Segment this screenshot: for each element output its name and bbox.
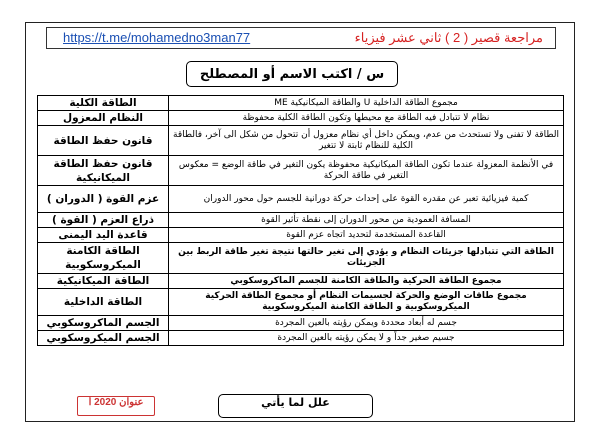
table-row <box>38 111 564 126</box>
definition-cell: القاعدة المستخدمة لتحديد اتجاه عزم القوة <box>169 228 564 243</box>
definition-cell: مجموع الطاقة الحركية والطاقة الكامنة للجسم الماكروسكوبي <box>169 274 564 289</box>
table-row <box>38 96 564 111</box>
definition-cell: الطاقة لا تفنى ولا تستحدث من عدم، ويمكن داخل أي نظام معزول أن تتحول من شكل الى آخر، فالطاقة الكلية للنظام ثابتة لا تتغير <box>169 126 564 156</box>
table-row <box>38 316 564 331</box>
term-cell: قاعدة اليد اليمنى <box>38 228 169 243</box>
question-heading: س / اكتب الاسم أو المصطلح <box>186 61 398 87</box>
definition-cell: الطاقة التي تتبادلها جزيئات النظام و يؤدي إلى تغير حالتها نتيجة تغير طاقة الربط بين الجزيئات <box>169 243 564 274</box>
term-cell: الطاقة الداخلية <box>38 289 169 316</box>
definition-cell: جسم له أبعاد محددة ويمكن رؤيته بالعين المجردة <box>169 316 564 331</box>
table-row <box>38 213 564 228</box>
term-cell: الطاقة الكلية <box>38 96 169 111</box>
definition-cell: مجموع الطاقة الداخلية U والطاقة الميكانيكية ME <box>169 96 564 111</box>
telegram-link[interactable]: https://t.me/mohamedno3man77 <box>63 30 251 45</box>
term-cell: الجسم الميكروسكوبي <box>38 331 169 346</box>
table-row <box>38 243 564 274</box>
term-cell: الطاقة الكامنة الميكروسكوبية <box>38 243 169 274</box>
table-row <box>38 331 564 346</box>
terms-table <box>37 95 564 346</box>
term-cell: ذراع العزم ( القوة ) <box>38 213 169 228</box>
header-bar <box>46 27 556 49</box>
definition-cell: المسافة العمودية من محور الدوران إلى نقطة تأثير القوة <box>169 213 564 228</box>
year-badge: عنوان 2020 أ <box>77 396 155 416</box>
definition-cell: مجموع طاقات الوضع والحركة لجسيمات النظام أو مجموع الطاقة الحركية الميكروسكوبية و الطاقة الكامنة الميكروسكوبية <box>169 289 564 316</box>
definition-cell: نظام لا تتبادل فيه الطاقة مع محيطها وتكون الطاقة الكلية محفوظة <box>169 111 564 126</box>
definition-cell: في الأنظمة المعزولة عندما تكون الطاقة الميكانيكية محفوظة يكون التغير في طاقة الوضع = معكوس التغير في طاقة الحركة <box>169 156 564 186</box>
term-cell: النظام المعزول <box>38 111 169 126</box>
next-section-heading: علل لما يأتي <box>218 394 373 418</box>
table-row <box>38 289 564 316</box>
table-row <box>38 274 564 289</box>
definition-cell: كمية فيزيائية تعبر عن مقدره القوة على إحداث حركة دورانية للجسم حول محور الدوران <box>169 186 564 213</box>
term-cell: قانون حفظ الطاقة <box>38 126 169 156</box>
term-cell: الطاقة الميكانيكية <box>38 274 169 289</box>
term-cell: قانون حفظ الطاقة الميكانيكية <box>38 156 169 186</box>
table-row <box>38 126 564 156</box>
term-cell: الجسم الماكروسكوبي <box>38 316 169 331</box>
term-cell: عزم القوة ( الدوران ) <box>38 186 169 213</box>
table-row <box>38 228 564 243</box>
table-row <box>38 156 564 186</box>
definition-cell: جسيم صغير جداً و لا يمكن رؤيته بالعين المجردة <box>169 331 564 346</box>
page-title: مراجعة قصير ( 2 ) ثاني عشر فيزياء <box>354 30 543 45</box>
table-row <box>38 186 564 213</box>
